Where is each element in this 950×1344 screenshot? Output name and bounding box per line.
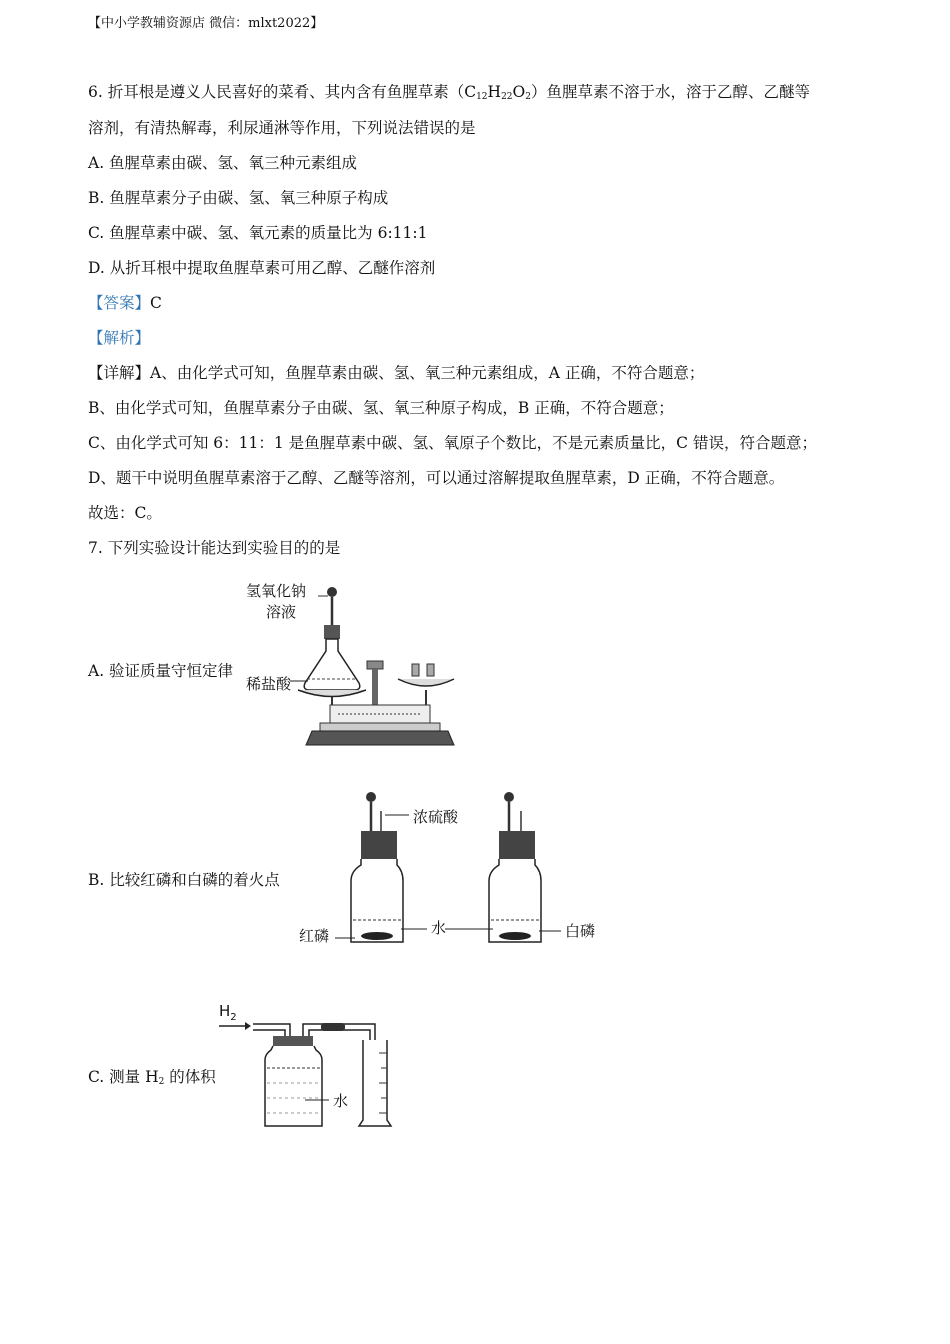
- detail-label: 【详解】: [88, 364, 151, 382]
- left-pan-icon: [298, 690, 366, 697]
- bottle-stopper-icon: [273, 1036, 313, 1046]
- label-naoh-line2: 溶液: [266, 603, 297, 621]
- detail-line-b: B、由化学式可知，鱼腥草素分子由碳、氢、氧三种原子构成，B 正确，不符合题意；: [88, 399, 674, 417]
- q6-stem-text-a: 6. 折耳根是遵义人民喜好的菜肴、其内含有鱼腥草素（C: [88, 83, 477, 101]
- q6-option-c: C. 鱼腥草素中碳、氢、氧元素的质量比为 6:11:1: [88, 224, 428, 242]
- weight-icon: [412, 664, 419, 676]
- q6-option-a: A. 鱼腥草素由碳、氢、氧三种元素组成: [88, 154, 358, 172]
- figure-balance: [240, 575, 455, 755]
- detail-a: A、由化学式可知，鱼腥草素由碳、氢、氧三种元素组成，A 正确，不符合题意；: [150, 364, 705, 382]
- q6-option-d: D. 从折耳根中提取鱼腥草素可用乙醇、乙醚作溶剂: [88, 259, 436, 277]
- analysis-label: 【解析】: [88, 329, 151, 347]
- label-hcl: 稀盐酸: [246, 675, 292, 693]
- label-water: 水: [431, 919, 447, 937]
- bottle-right-icon: [489, 792, 541, 942]
- formula-h: H: [487, 83, 502, 101]
- figure-phosphorus-bottles: [295, 785, 610, 950]
- conclusion: 故选：C。: [88, 504, 162, 522]
- right-pan-icon: [398, 679, 454, 686]
- weight-icon: [427, 664, 434, 676]
- label-naoh-line1: 氢氧化钠: [246, 582, 307, 600]
- formula-o-subscript: 2: [525, 92, 531, 102]
- page-header: 【中小学教辅资源店 微信：mlxt2022】: [88, 16, 324, 31]
- q7-option-b: B. 比较红磷和白磷的着火点: [88, 871, 280, 889]
- answer-label: 【答案】: [88, 294, 151, 312]
- q7-stem: 7. 下列实验设计能达到实验目的的是: [88, 539, 341, 557]
- label-h2: [219, 1002, 237, 1023]
- formula-o: O: [512, 83, 526, 101]
- q7-option-a: A. 验证质量守恒定律: [88, 662, 234, 680]
- detail-line-c: C、由化学式可知 6：11：1 是鱼腥草素中碳、氢、氧原子个数比，不是元素质量比，C 错误，符合题意；: [88, 434, 817, 452]
- label-red-phosphorus: 红磷: [299, 927, 330, 945]
- formula-c-subscript: 12: [476, 92, 488, 102]
- answer-line: [88, 293, 162, 313]
- label-h2-subscript: 2: [230, 1012, 237, 1023]
- q6-option-b: B. 鱼腥草素分子由碳、氢、氧三种原子构成: [88, 189, 389, 207]
- label-h2-text: H: [219, 1002, 231, 1020]
- arrow-head-icon: [245, 1022, 251, 1030]
- label-conc-acid: 浓硫酸: [413, 808, 459, 826]
- q7-option-c-text-b: 的体积: [164, 1068, 216, 1086]
- q7-option-c-text-a: C. 测量 H: [88, 1068, 159, 1086]
- q6-stem-text-b: ）鱼腥草素不溶于水，溶于乙醇、乙醚等: [530, 83, 810, 101]
- answer-value: C: [150, 294, 162, 312]
- center-post-icon: [372, 669, 378, 705]
- rubber-connector-icon: [321, 1023, 345, 1031]
- label-water-c: 水: [333, 1092, 349, 1110]
- q6-stem-line1: [88, 82, 810, 107]
- q7-option-c: [88, 1067, 216, 1092]
- wash-bottle-icon: [265, 1046, 322, 1126]
- q7-option-c-subscript: 2: [158, 1077, 165, 1087]
- conical-flask-icon: [304, 639, 360, 690]
- detail-line-d: D、题干中说明鱼腥草素溶于乙醇、乙醚等溶剂，可以通过溶解提取鱼腥草素，D 正确，不符合题意。: [88, 469, 785, 487]
- pointer-top-icon: [367, 661, 383, 669]
- detail-line-a: [88, 363, 704, 383]
- stopper-icon: [324, 625, 340, 639]
- q6-stem-line2: 溶剂，有清热解毒，利尿通淋等作用，下列说法错误的是: [88, 119, 476, 137]
- balance-base-icon: [306, 731, 454, 745]
- figure-gas-collection: [215, 998, 400, 1133]
- balance-body-icon: [320, 723, 440, 731]
- label-white-phosphorus: 白磷: [565, 922, 596, 940]
- formula-h-subscript: 22: [501, 92, 513, 102]
